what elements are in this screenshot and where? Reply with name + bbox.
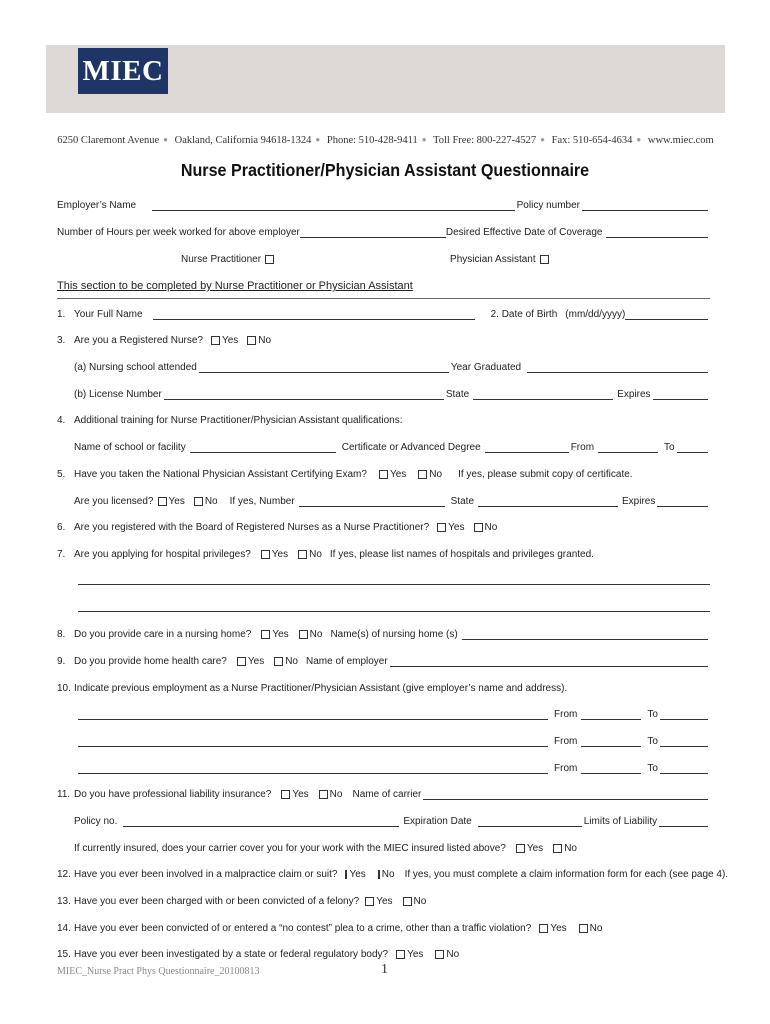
state-field[interactable] <box>473 390 613 400</box>
q5-yes-checkbox[interactable] <box>379 470 388 479</box>
licensed-yes-label: Yes <box>168 496 185 507</box>
address-web: www.miec.com <box>647 135 714 146</box>
q15-label: Have you ever been investigated by a state or federal regulatory body? <box>74 949 389 960</box>
q8-yes-checkbox[interactable] <box>261 630 270 639</box>
to-field[interactable] <box>677 443 708 453</box>
q8-row <box>57 626 710 640</box>
desired-date-label: Desired Effective Date of Coverage <box>445 227 603 238</box>
q5-expires-label: Expires <box>622 496 656 507</box>
dob-format: (mm/dd/yyyy) <box>565 309 626 320</box>
q14-yes-label: Yes <box>550 923 567 934</box>
q5-licensed-row <box>57 493 710 507</box>
q9-yes-checkbox[interactable] <box>237 657 246 666</box>
separator-dot-icon: ● <box>421 135 427 144</box>
q13-label: Have you ever been charged with or been convicted of a felony? <box>74 896 360 907</box>
q11-policy-row <box>57 813 710 827</box>
q8-no-checkbox[interactable] <box>299 630 308 639</box>
q2-label: Date of Birth <box>501 309 558 320</box>
q3-label: Are you a Registered Nurse? <box>74 335 203 346</box>
q9-yes-label: Yes <box>247 656 265 667</box>
q9-label: Do you provide home health care? <box>74 656 227 667</box>
q5-state-label: State <box>450 496 475 507</box>
q12-note: If yes, you must complete a claim information form for each (see page 4). <box>404 869 729 880</box>
q3-no-label: No <box>258 335 272 346</box>
q4-row <box>57 412 710 426</box>
to-label: To <box>647 763 658 774</box>
q15-no-label: No <box>446 949 460 960</box>
q4-label: Additional training for Nurse Practitioner/Physician Assistant qualifications: <box>74 415 403 426</box>
expiration-field[interactable] <box>478 817 582 827</box>
cover-yes-label: Yes <box>526 843 544 854</box>
q5-state-field[interactable] <box>478 497 618 507</box>
separator-dot-icon: ● <box>540 135 545 144</box>
q14-no-checkbox[interactable] <box>579 924 588 933</box>
q9-no-checkbox[interactable] <box>274 657 283 666</box>
from-label: From <box>570 442 595 453</box>
from-label: From <box>554 736 578 747</box>
employer-label: Employer’s Name <box>57 200 137 211</box>
desired-date-field[interactable] <box>606 228 708 238</box>
q6-number: 6. <box>57 522 66 533</box>
hours-row <box>57 224 710 238</box>
q6-no-checkbox[interactable] <box>474 523 483 532</box>
from-field[interactable] <box>581 764 641 774</box>
q3-yes-checkbox[interactable] <box>211 336 220 345</box>
employer-field[interactable] <box>152 201 515 211</box>
q12-no-checkbox[interactable] <box>378 870 380 879</box>
q12-label: Have you ever been involved in a malpractice claim or suit? <box>74 869 338 880</box>
q10-number: 10. <box>57 683 71 694</box>
certificate-field[interactable] <box>485 443 569 453</box>
q8-label: Do you provide care in a nursing home? <box>74 629 252 640</box>
policy-no-field[interactable] <box>123 817 399 827</box>
policy-label: Policy number <box>516 200 580 211</box>
q13-no-label: No <box>413 896 427 907</box>
carrier-label: Name of carrier <box>352 789 422 800</box>
q15-number: 15. <box>57 949 71 960</box>
q14-row <box>57 920 710 934</box>
q5-yes-label: Yes <box>389 469 407 480</box>
q3a-row <box>57 359 710 373</box>
certificate-label: Certificate or Advanced Degree <box>341 442 481 453</box>
separator-dot-icon: ● <box>315 135 321 144</box>
q11-yes-label: Yes <box>292 789 309 800</box>
employment-field[interactable] <box>78 764 548 774</box>
q11-no-checkbox[interactable] <box>319 790 328 799</box>
q13-no-checkbox[interactable] <box>403 897 412 906</box>
hours-field[interactable] <box>300 228 446 238</box>
q3-row <box>57 332 710 346</box>
q6-yes-label: Yes <box>448 522 465 533</box>
q9-number: 9. <box>57 656 66 667</box>
nursing-home-field[interactable] <box>462 630 708 640</box>
q11-number: 11. <box>57 789 71 800</box>
address-phone: Phone: 510-428-9411 <box>326 135 418 146</box>
school-facility-field[interactable] <box>190 443 336 453</box>
employer-name-field[interactable] <box>390 657 708 667</box>
dob-field[interactable] <box>625 310 708 320</box>
employment-row <box>57 760 710 774</box>
page-number: 1 <box>381 962 388 977</box>
q5-row <box>57 466 710 480</box>
miec-logo: MIEC <box>78 48 168 94</box>
section-heading: This section to be completed by Nurse Practitioner or Physician Assistant <box>57 280 413 292</box>
q10-label: Indicate previous employment as a Nurse Practitioner/Physician Assistant (give employer’s name and address). <box>74 683 568 694</box>
separator-dot-icon: ● <box>636 135 642 144</box>
to-field[interactable] <box>660 710 708 720</box>
employer-row <box>57 197 710 211</box>
q2-number: 2. <box>490 309 499 320</box>
q11-yes-checkbox[interactable] <box>281 790 290 799</box>
licensed-no-checkbox[interactable] <box>194 497 203 506</box>
q11-cover-row <box>57 840 710 854</box>
q4-school-row <box>57 439 710 453</box>
page-title: Nurse Practitioner/Physician Assistant Questionnaire <box>180 160 590 180</box>
to-label: To <box>664 442 675 453</box>
employment-field[interactable] <box>78 710 548 720</box>
q13-yes-label: Yes <box>376 896 393 907</box>
limits-field[interactable] <box>659 817 708 827</box>
license-label: (b) License Number <box>74 389 162 400</box>
from-label: From <box>554 763 578 774</box>
q12-number: 12. <box>57 869 71 880</box>
cover-no-label: No <box>564 843 577 854</box>
carrier-field[interactable] <box>423 790 708 800</box>
q5-label: Have you taken the National Physician Assistant Certifying Exam? <box>74 469 367 480</box>
q3-number: 3. <box>57 335 66 346</box>
q9-no-label: No <box>285 656 298 667</box>
license-number-label: If yes, Number <box>229 496 295 507</box>
q1-number: 1. <box>57 309 66 320</box>
school-facility-label: Name of school or facility <box>74 442 186 453</box>
license-number-field[interactable] <box>299 497 445 507</box>
footer-document-code: MIEC_Nurse Pract Phys Questionnaire_20100813 <box>57 966 260 977</box>
licensed-no-label: No <box>204 496 218 507</box>
q11-row <box>57 786 710 800</box>
q7-no-checkbox[interactable] <box>298 550 307 559</box>
from-field[interactable] <box>581 737 641 747</box>
q14-label: Have you ever been convicted of or entered a “no contest” plea to a crime, other than a traffic violation? <box>74 923 532 934</box>
q5-number: 5. <box>57 469 66 480</box>
nursing-school-field[interactable] <box>199 363 449 373</box>
q10-row <box>57 680 710 694</box>
q6-yes-checkbox[interactable] <box>437 523 446 532</box>
expiration-label: Expiration Date <box>403 816 472 827</box>
from-field[interactable] <box>581 710 641 720</box>
q3b-row <box>57 386 710 400</box>
separator-dot-icon: ● <box>163 135 169 144</box>
q13-row <box>57 893 710 907</box>
q14-no-label: No <box>589 923 603 934</box>
q12-row <box>57 866 729 880</box>
q7-yes-checkbox[interactable] <box>261 550 270 559</box>
q12-no-label: No <box>381 869 395 880</box>
q13-yes-checkbox[interactable] <box>365 897 374 906</box>
cover-no-checkbox[interactable] <box>553 844 562 853</box>
address-tollfree: Toll Free: 800-227-4527 <box>433 135 537 146</box>
q5-note: If yes, please submit copy of certificate. <box>458 469 633 480</box>
to-label: To <box>647 736 658 747</box>
employer-name-label: Name of employer <box>306 656 388 667</box>
year-graduated-field[interactable] <box>527 363 708 373</box>
to-field[interactable] <box>660 764 708 774</box>
license-field[interactable] <box>164 390 444 400</box>
np-checkbox[interactable] <box>265 255 274 264</box>
q11-label: Do you have professional liability insurance? <box>74 789 272 800</box>
q13-number: 13. <box>57 896 71 907</box>
q1-label: Your Full Name <box>74 309 143 320</box>
q5-no-label: No <box>429 469 443 480</box>
q4-number: 4. <box>57 415 66 426</box>
licensed-label: Are you licensed? <box>74 496 154 507</box>
to-field[interactable] <box>660 737 708 747</box>
q7-no-label: No <box>309 549 322 560</box>
q6-label: Are you registered with the Board of Registered Nurses as a Nurse Practitioner? <box>74 522 430 533</box>
nursing-school-label: (a) Nursing school attended <box>74 362 197 373</box>
from-label: From <box>554 709 578 720</box>
q8-no-label: No <box>309 629 323 640</box>
q15-yes-label: Yes <box>407 949 424 960</box>
licensed-yes-checkbox[interactable] <box>158 497 167 506</box>
employment-row <box>57 706 710 720</box>
q12-yes-checkbox[interactable] <box>345 870 347 879</box>
policy-field[interactable] <box>582 201 708 211</box>
q5-expires-field[interactable] <box>657 497 708 507</box>
to-label: To <box>647 709 658 720</box>
cover-label: If currently insured, does your carrier cover you for your work with the MIEC insured listed above? <box>74 843 506 854</box>
q7-line-1[interactable] <box>78 584 710 585</box>
q7-note: If yes, please list names of hospitals and privileges granted. <box>329 549 594 560</box>
q1-row <box>57 306 710 320</box>
employment-field[interactable] <box>78 737 548 747</box>
section-divider <box>57 298 710 299</box>
full-name-field[interactable] <box>153 310 475 320</box>
q11-no-label: No <box>329 789 343 800</box>
q14-number: 14. <box>57 923 71 934</box>
employment-row <box>57 733 710 747</box>
q9-row <box>57 653 710 667</box>
q7-line-2[interactable] <box>78 611 710 612</box>
from-field[interactable] <box>598 443 658 453</box>
q6-no-label: No <box>484 522 498 533</box>
address-street: 6250 Claremont Avenue <box>57 135 160 146</box>
state-label: State <box>445 389 470 400</box>
q15-no-checkbox[interactable] <box>435 950 444 959</box>
address-line <box>46 135 725 146</box>
q15-row <box>57 946 710 960</box>
expires-label: Expires <box>617 389 651 400</box>
expires-field[interactable] <box>653 390 708 400</box>
q14-yes-checkbox[interactable] <box>539 924 548 933</box>
pa-checkbox[interactable] <box>540 255 549 264</box>
q7-label: Are you applying for hospital privileges? <box>74 549 251 560</box>
q7-yes-label: Yes <box>271 549 289 560</box>
q3-no-checkbox[interactable] <box>247 336 256 345</box>
hours-label: Number of Hours per week worked for above employer <box>57 227 300 238</box>
q6-row <box>57 519 710 533</box>
pa-label: Physician Assistant <box>450 254 536 265</box>
address-fax: Fax: 510-654-4634 <box>551 135 633 146</box>
address-city: Oakland, California 94618-1324 <box>174 135 312 146</box>
q8-number: 8. <box>57 629 66 640</box>
q12-yes-label: Yes <box>349 869 366 880</box>
q8-yes-label: Yes <box>272 629 289 640</box>
q15-yes-checkbox[interactable] <box>396 950 405 959</box>
limits-label: Limits of Liability <box>583 816 658 827</box>
q7-row <box>57 546 710 560</box>
q7-number: 7. <box>57 549 66 560</box>
q5-no-checkbox[interactable] <box>418 470 427 479</box>
cover-yes-checkbox[interactable] <box>516 844 525 853</box>
q3-yes-label: Yes <box>221 335 239 346</box>
year-graduated-label: Year Graduated <box>450 362 522 373</box>
role-row <box>57 251 710 265</box>
policy-no-label: Policy no. <box>74 816 118 827</box>
nursing-home-label: Name(s) of nursing home (s) <box>330 629 458 640</box>
np-label: Nurse Practitioner <box>181 254 262 265</box>
